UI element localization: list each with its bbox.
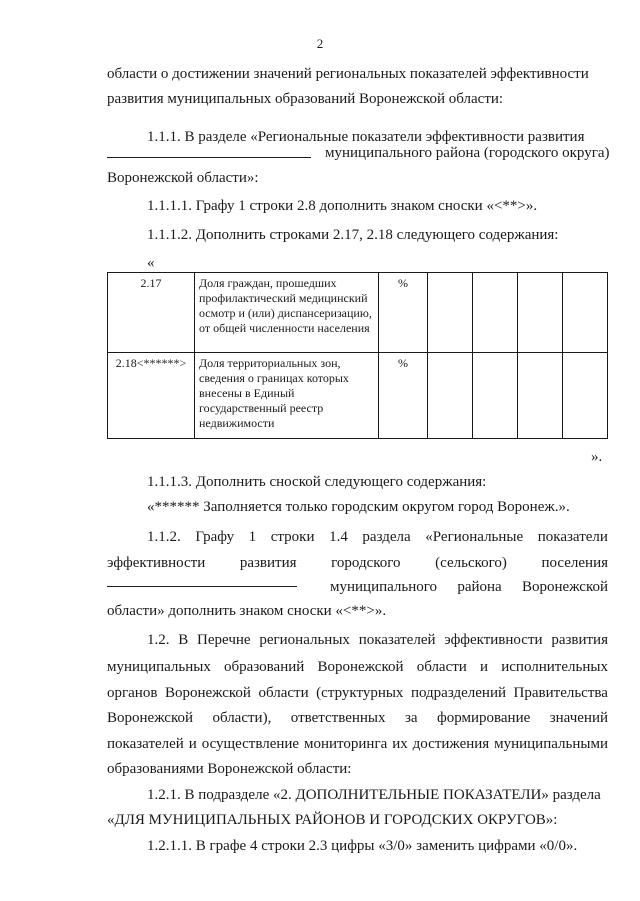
word: значений [549,710,608,726]
row-indicator-text: Доля территориальных зон, сведения о границах которых внесены в Единый государственный реестр недвижимости [195,353,379,439]
paragraph-line [107,734,608,754]
paragraph-line [107,683,608,703]
word: области), [212,710,272,726]
word: развития [239,555,297,571]
paragraph-line: области» дополнить знаком сноски «<**>». [107,603,387,619]
word: городского [331,555,401,571]
empty-cell [563,353,608,439]
word: области [416,659,467,675]
row-unit: % [379,273,428,353]
paragraph-line: области о достижении значений региональных показателей эффективности [107,66,589,82]
paragraph-line: «ДЛЯ МУНИЦИПАЛЬНЫХ РАЙОНОВ И ГОРОДСКИХ ОКРУГОВ»: [107,812,558,828]
paragraph-line: муниципального района (городского округа) [325,145,610,161]
word: (сельского) [435,555,507,571]
empty-cell [518,353,563,439]
word: эффективности [107,555,206,571]
word: Перечне [197,632,251,648]
clause-1-1-1-3: 1.1.1.3. Дополнить сноской следующего содержания: [147,474,487,490]
word: области [258,685,309,701]
close-quote: ». [591,449,603,465]
paragraph-line [107,553,608,573]
open-quote: « [147,255,155,271]
word: показателей [358,632,436,648]
table-row [108,273,608,353]
word: за [404,710,418,726]
empty-cell [518,273,563,353]
paragraph-line [330,577,608,597]
word: «Региональные [425,529,524,545]
empty-cell [563,273,608,353]
row-indicator-text: Доля граждан, прошедших профилактический медицинский осмотр и (или) диспансеризацию, от общей численности населения [195,273,379,353]
word: Правительства [513,685,608,701]
paragraph-line: Воронежской области»: [107,170,259,186]
row-unit: % [379,353,428,439]
word: (структурных [316,685,404,701]
empty-cell [428,273,473,353]
word: 1.4 [329,529,348,545]
fill-in-blank-line [107,143,311,164]
footnote-text: «****** Заполняется только городским округом город Воронеж.». [147,499,570,515]
row-number: 2.18<******> [108,353,195,439]
clause-1-2-1-1: 1.2.1.1. В графе 4 строки 2.3 цифры «3/0» заменить цифрами «0/0». [147,838,578,854]
row-number: 2.17 [108,273,195,353]
page-number: 2 [316,36,324,51]
word: региональных [259,632,350,648]
inserted-rows-table [107,272,608,439]
table-row [108,353,608,439]
word: муниципального [330,579,438,595]
word: В [178,632,189,648]
word: показателей [107,736,184,752]
word: мониторинга [304,736,388,752]
paragraph-line: развития муниципальных образований Воронежской области: [107,91,504,107]
word: 1.2. [147,632,170,648]
clause-1-1-1: 1.1.1. В разделе «Региональные показатели эффективности развития [147,129,585,145]
paragraph-line [107,708,608,728]
word: образований [224,659,305,675]
word: формирование [436,710,531,726]
word: Воронежской [164,685,251,701]
word: ответственных [290,710,386,726]
clause-1-2 [147,630,608,650]
word: поселения [541,555,608,571]
clause-1-1-1-1: 1.1.1.1. Графу 1 строки 2.8 дополнить знаком сноски «<**>». [147,198,538,214]
word: их [392,736,408,752]
word: Графу [195,529,235,545]
word: подразделений [410,685,507,701]
clause-1-2-1: 1.2.1. В подразделе «2. ДОПОЛНИТЕЛЬНЫЕ ПОКАЗАТЕЛИ» раздела [147,787,601,803]
fill-in-blank-line [107,572,297,593]
word: муниципальными [494,736,608,752]
word: 1 [248,529,257,545]
word: 1.1.2. [147,529,181,545]
empty-cell [473,273,518,353]
word: строки [270,529,315,545]
word: и [188,736,197,752]
paragraph-line: образованиями Воронежской области: [107,761,352,777]
word: и [480,659,489,675]
word: исполнительных [501,659,608,675]
word: Воронежской [317,659,404,675]
word: муниципальных [107,659,211,675]
word: развития [551,632,608,648]
clause-1-1-2 [147,527,608,547]
empty-cell [473,353,518,439]
paragraph-line [107,657,608,677]
clause-1-1-1-2: 1.1.1.2. Дополнить строками 2.17, 2.18 следующего содержания: [147,227,559,243]
word: осуществление [201,736,300,752]
word: Воронежской [107,710,193,726]
word: органов [107,685,158,701]
empty-cell [428,353,473,439]
word: эффективности [444,632,543,648]
word: района [457,579,502,595]
word: раздела [362,529,411,545]
word: показатели [537,529,608,545]
word: достижения [412,736,490,752]
word: Воронежской [522,579,608,595]
